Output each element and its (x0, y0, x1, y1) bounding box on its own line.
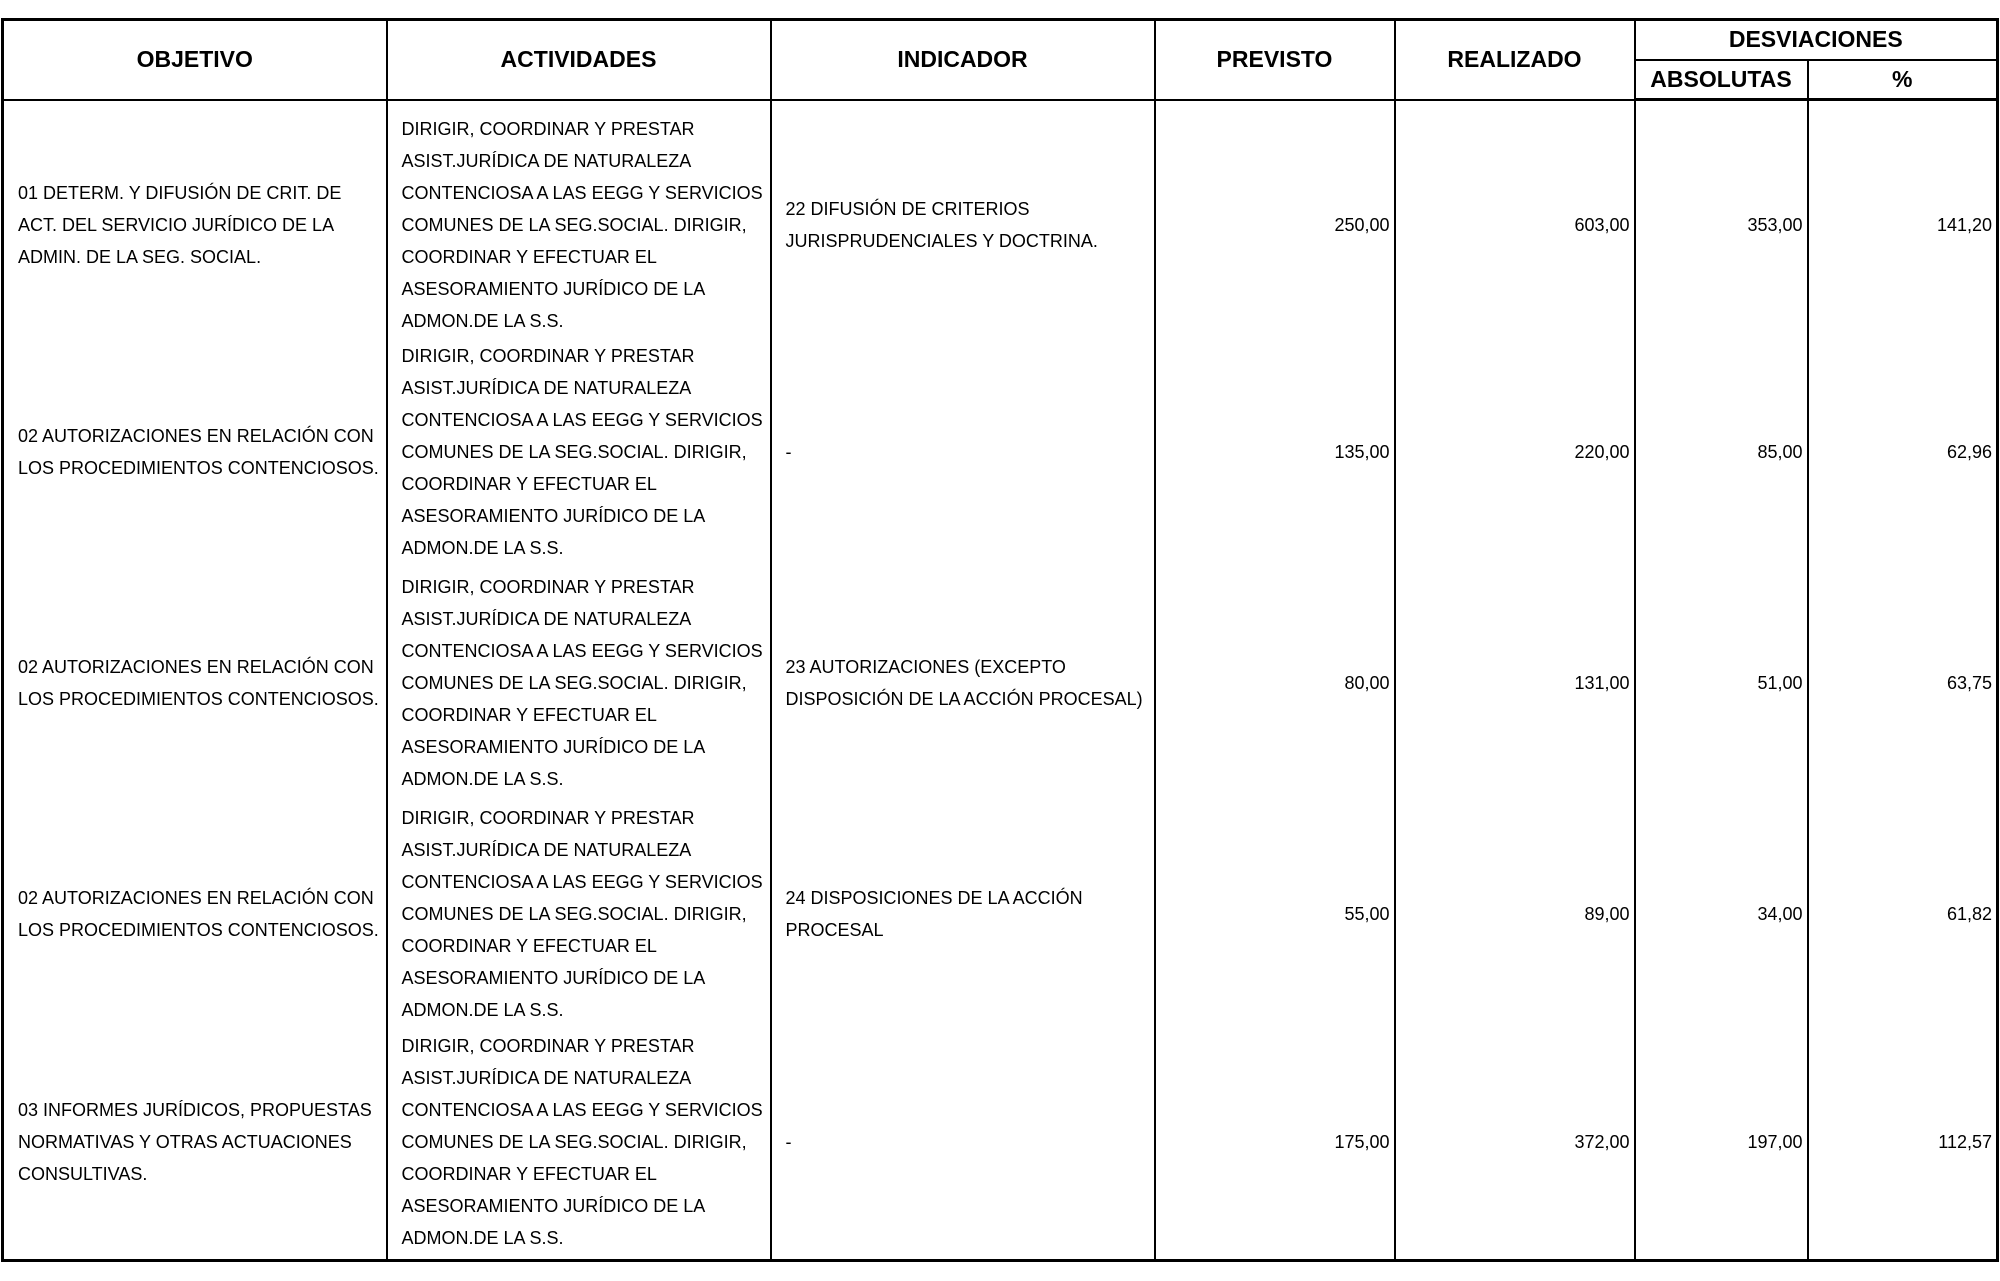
cell-porcentaje: 63,75 (1808, 568, 1998, 799)
objectives-table (1, 18, 1999, 1262)
table-row (3, 100, 1998, 337)
header-previsto: PREVISTO (1155, 20, 1395, 100)
cell-indicador: 23 AUTORIZACIONES (EXCEPTO DISPOSICIÓN DE LA ACCIÓN PROCESAL) (771, 568, 1155, 799)
cell-realizado: 220,00 (1395, 337, 1635, 568)
cell-indicador: - (771, 1030, 1155, 1261)
header-porcentaje: % (1808, 60, 1998, 100)
table-row (3, 1030, 1998, 1261)
cell-actividades: DIRIGIR, COORDINAR Y PRESTAR ASIST.JURÍDICA DE NATURALEZA CONTENCIOSA A LAS EEGG Y SERVICIOS COMUNES DE LA SEG.SOCIAL. DIRIGIR, COORDINAR Y EFECTUAR EL ASESORAMIENTO JURÍDICO DE LA ADMON.DE LA S.S. (387, 337, 771, 568)
header-actividades: ACTIVIDADES (387, 20, 771, 100)
header-indicador: INDICADOR (771, 20, 1155, 100)
table-body (3, 100, 1998, 1261)
cell-porcentaje: 112,57 (1808, 1030, 1998, 1261)
cell-objetivo: 02 AUTORIZACIONES EN RELACIÓN CON LOS PROCEDIMIENTOS CONTENCIOSOS. (3, 568, 387, 799)
header-row-1 (3, 20, 1998, 60)
cell-previsto: 55,00 (1155, 799, 1395, 1030)
cell-objetivo: 02 AUTORIZACIONES EN RELACIÓN CON LOS PROCEDIMIENTOS CONTENCIOSOS. (3, 337, 387, 568)
cell-realizado: 603,00 (1395, 100, 1635, 337)
cell-objetivo: 01 DETERM. Y DIFUSIÓN DE CRIT. DE ACT. DEL SERVICIO JURÍDICO DE LA ADMIN. DE LA SEG. SOCIAL. (3, 100, 387, 337)
cell-absolutas: 353,00 (1635, 100, 1808, 337)
table-row (3, 568, 1998, 799)
header-desviaciones: DESVIACIONES (1635, 20, 1998, 60)
header-realizado: REALIZADO (1395, 20, 1635, 100)
cell-objetivo: 02 AUTORIZACIONES EN RELACIÓN CON LOS PROCEDIMIENTOS CONTENCIOSOS. (3, 799, 387, 1030)
cell-indicador: - (771, 337, 1155, 568)
cell-previsto: 250,00 (1155, 100, 1395, 337)
cell-absolutas: 197,00 (1635, 1030, 1808, 1261)
cell-actividades: DIRIGIR, COORDINAR Y PRESTAR ASIST.JURÍDICA DE NATURALEZA CONTENCIOSA A LAS EEGG Y SERVICIOS COMUNES DE LA SEG.SOCIAL. DIRIGIR, COORDINAR Y EFECTUAR EL ASESORAMIENTO JURÍDICO DE LA ADMON.DE LA S.S. (387, 1030, 771, 1261)
cell-previsto: 80,00 (1155, 568, 1395, 799)
cell-objetivo: 03 INFORMES JURÍDICOS, PROPUESTAS NORMATIVAS Y OTRAS ACTUACIONES CONSULTIVAS. (3, 1030, 387, 1261)
cell-porcentaje: 141,20 (1808, 100, 1998, 337)
table-row (3, 337, 1998, 568)
cell-indicador: 22 DIFUSIÓN DE CRITERIOS JURISPRUDENCIALES Y DOCTRINA. (771, 100, 1155, 337)
cell-absolutas: 85,00 (1635, 337, 1808, 568)
header-objetivo: OBJETIVO (3, 20, 387, 100)
cell-actividades: DIRIGIR, COORDINAR Y PRESTAR ASIST.JURÍDICA DE NATURALEZA CONTENCIOSA A LAS EEGG Y SERVICIOS COMUNES DE LA SEG.SOCIAL. DIRIGIR, COORDINAR Y EFECTUAR EL ASESORAMIENTO JURÍDICO DE LA ADMON.DE LA S.S. (387, 568, 771, 799)
cell-realizado: 372,00 (1395, 1030, 1635, 1261)
cell-indicador: 24 DISPOSICIONES DE LA ACCIÓN PROCESAL (771, 799, 1155, 1030)
cell-previsto: 175,00 (1155, 1030, 1395, 1261)
cell-actividades: DIRIGIR, COORDINAR Y PRESTAR ASIST.JURÍDICA DE NATURALEZA CONTENCIOSA A LAS EEGG Y SERVICIOS COMUNES DE LA SEG.SOCIAL. DIRIGIR, COORDINAR Y EFECTUAR EL ASESORAMIENTO JURÍDICO DE LA ADMON.DE LA S.S. (387, 100, 771, 337)
cell-actividades: DIRIGIR, COORDINAR Y PRESTAR ASIST.JURÍDICA DE NATURALEZA CONTENCIOSA A LAS EEGG Y SERVICIOS COMUNES DE LA SEG.SOCIAL. DIRIGIR, COORDINAR Y EFECTUAR EL ASESORAMIENTO JURÍDICO DE LA ADMON.DE LA S.S. (387, 799, 771, 1030)
cell-porcentaje: 62,96 (1808, 337, 1998, 568)
header-absolutas: ABSOLUTAS (1635, 60, 1808, 100)
cell-realizado: 131,00 (1395, 568, 1635, 799)
cell-absolutas: 51,00 (1635, 568, 1808, 799)
table-row (3, 799, 1998, 1030)
cell-absolutas: 34,00 (1635, 799, 1808, 1030)
cell-previsto: 135,00 (1155, 337, 1395, 568)
cell-porcentaje: 61,82 (1808, 799, 1998, 1030)
cell-realizado: 89,00 (1395, 799, 1635, 1030)
table-header (3, 20, 1998, 100)
